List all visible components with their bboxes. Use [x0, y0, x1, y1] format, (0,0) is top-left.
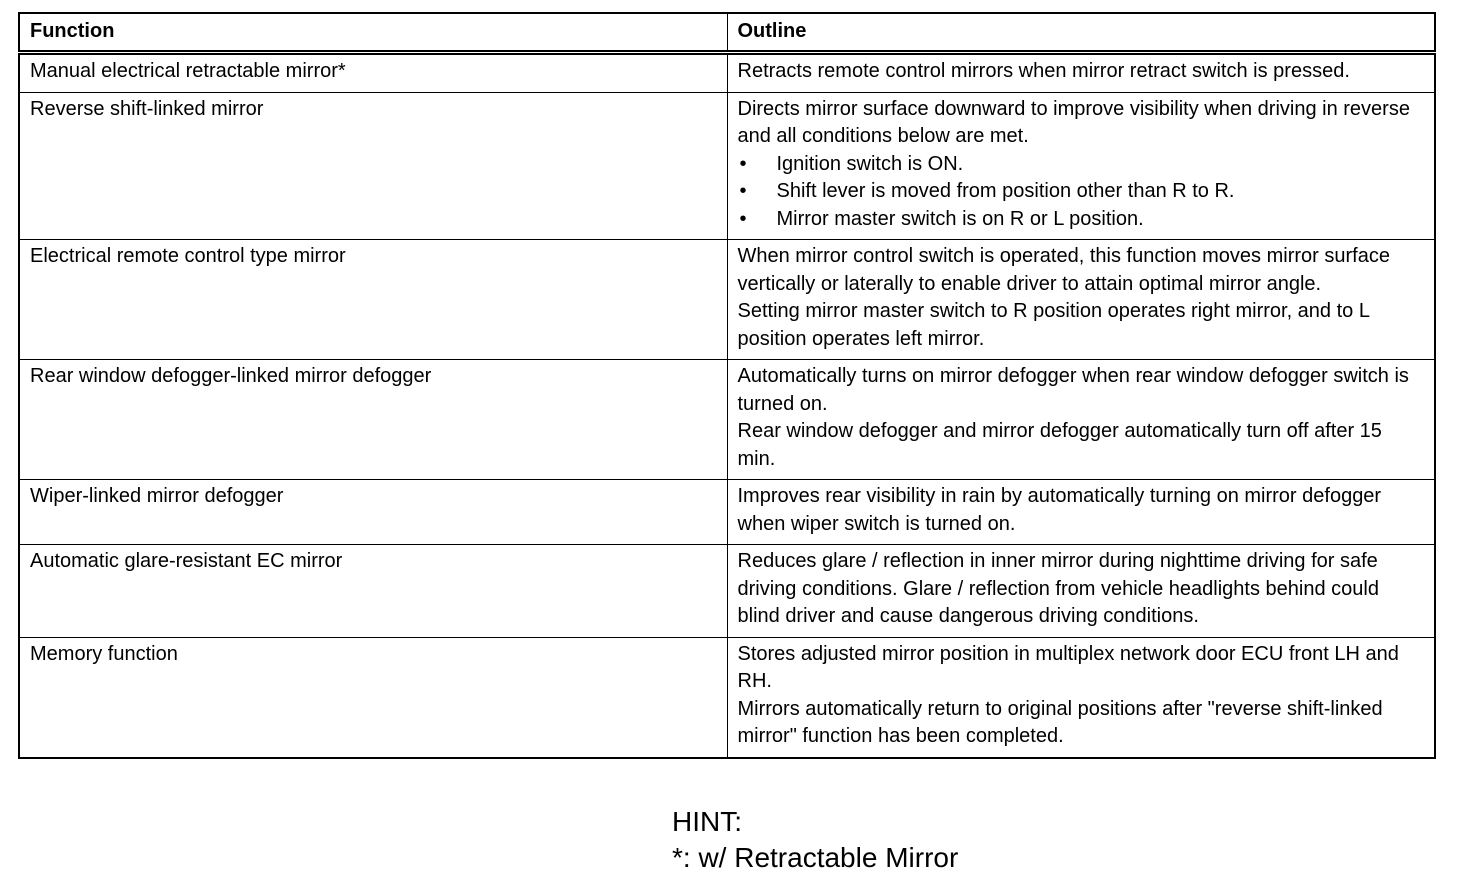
outline-paragraph: Directs mirror surface downward to improve visibility when driving in reverse and all conditions below are met. — [737, 97, 1410, 147]
table-header-row — [19, 13, 1435, 53]
table-row — [19, 637, 1435, 758]
outline-paragraph: Retracts remote control mirrors when mirror retract switch is pressed. — [737, 60, 1350, 82]
outline-paragraph: Stores adjusted mirror position in multiplex network door ECU front LH and RH. — [737, 642, 1399, 692]
table-row — [19, 545, 1435, 638]
function-cell: Automatic glare-resistant EC mirror — [19, 545, 727, 638]
function-cell: Wiper-linked mirror defogger — [19, 480, 727, 545]
condition-list — [738, 151, 1425, 234]
condition-item: • Ignition switch is ON. — [738, 151, 1425, 179]
header-outline: Outline — [727, 13, 1435, 53]
function-outline-table — [18, 12, 1436, 759]
outline-paragraph: Reduces glare / reflection in inner mirror during nighttime driving for safe driving conditions. Glare / reflection from vehicle headlights behind could blind driver and cause dangerous driving conditions. — [737, 550, 1379, 627]
outline-cell — [727, 545, 1435, 638]
condition-item: • Shift lever is moved from position other than R to R. — [738, 178, 1425, 206]
outline-cell — [727, 360, 1435, 480]
outline-cell — [727, 53, 1435, 93]
table-row — [19, 480, 1435, 545]
hint-note: *: w/ Retractable Mirror — [672, 842, 959, 873]
hint-title: HINT: — [672, 806, 742, 837]
outline-cell — [727, 637, 1435, 758]
table-row — [19, 92, 1435, 240]
function-cell: Electrical remote control type mirror — [19, 240, 727, 360]
condition-item: • Mirror master switch is on R or L position. — [738, 206, 1425, 234]
outline-cell — [727, 92, 1435, 240]
function-cell: Rear window defogger-linked mirror defogger — [19, 360, 727, 480]
hint-block — [672, 804, 958, 876]
function-cell: Manual electrical retractable mirror* — [19, 53, 727, 93]
outline-cell — [727, 480, 1435, 545]
table-row — [19, 360, 1435, 480]
function-cell: Memory function — [19, 637, 727, 758]
outline-paragraph: Automatically turns on mirror defogger when rear window defogger switch is turned on. — [737, 365, 1409, 415]
outline-paragraph: Improves rear visibility in rain by automatically turning on mirror defogger when wiper switch is turned on. — [737, 485, 1382, 535]
outline-cell — [727, 240, 1435, 360]
outline-paragraph: Rear window defogger and mirror defogger automatically turn off after 15 min. — [737, 420, 1382, 470]
function-cell: Reverse shift-linked mirror — [19, 92, 727, 240]
outline-paragraph: Setting mirror master switch to R position operates right mirror, and to L position operates left mirror. — [737, 300, 1370, 350]
table-row — [19, 53, 1435, 93]
table-row — [19, 240, 1435, 360]
header-function: Function — [19, 13, 727, 53]
outline-paragraph: When mirror control switch is operated, this function moves mirror surface vertically or laterally to enable driver to attain optimal mirror angle. — [737, 245, 1390, 295]
outline-paragraph: Mirrors automatically return to original positions after "reverse shift-linked mirror" function has been completed. — [737, 697, 1383, 747]
